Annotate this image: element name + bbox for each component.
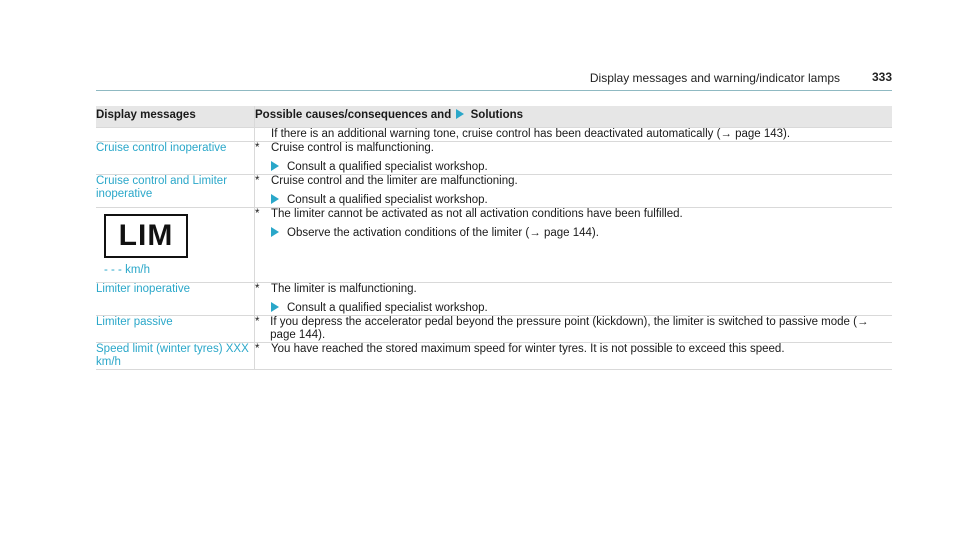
cause-text: Cruise control is malfunctioning. bbox=[271, 142, 434, 154]
table-header-row bbox=[96, 106, 892, 128]
cause-text: If you depress the accelerator pedal beyond the pressure point (kickdown), the limiter is switched to passive mode (→ page 144). bbox=[270, 316, 869, 341]
solution-line bbox=[255, 194, 892, 207]
cause-text: Cruise control and the limiter are malfunctioning. bbox=[271, 175, 518, 187]
limiter-speed-readout: - - - km/h bbox=[104, 264, 150, 276]
lim-indicator-icon bbox=[104, 214, 188, 258]
table-row bbox=[96, 128, 892, 142]
solution-text: Observe the activation conditions of the limiter (→ page 144). bbox=[287, 227, 599, 239]
cause-cell bbox=[255, 316, 893, 343]
message-cell: Cruise control and Limiter inoperative bbox=[96, 175, 255, 208]
table-row bbox=[96, 343, 892, 370]
table-row bbox=[96, 316, 892, 343]
footnote-star: * bbox=[255, 343, 260, 355]
solution-arrow-icon bbox=[271, 227, 279, 237]
footnote-star: * bbox=[255, 208, 260, 220]
column-header-messages: Display messages bbox=[96, 106, 255, 128]
section-title: Display messages and warning/indicator lamps bbox=[589, 71, 840, 85]
footnote-star: * bbox=[255, 316, 260, 328]
page-header bbox=[96, 68, 892, 91]
column-header-solutions-label: Solutions bbox=[470, 109, 524, 121]
table-row bbox=[96, 175, 892, 208]
cause-text: The limiter cannot be activated as not all activation conditions have been fulfilled. bbox=[271, 208, 683, 220]
cause-cell bbox=[255, 343, 893, 370]
footnote-star: * bbox=[255, 175, 260, 187]
message-cell: Limiter passive bbox=[96, 316, 255, 343]
table-row bbox=[96, 142, 892, 175]
cause-cell bbox=[255, 175, 893, 208]
solution-text: Consult a qualified specialist workshop. bbox=[287, 161, 488, 173]
lim-label: LIM bbox=[118, 219, 174, 252]
solution-text: Consult a qualified specialist workshop. bbox=[287, 194, 488, 206]
cause-text: If there is an additional warning tone, cruise control has been deactivated automatically (→ page 143). bbox=[271, 128, 791, 140]
footnote-star: * bbox=[255, 283, 260, 295]
table-row bbox=[96, 208, 892, 283]
message-cell: Speed limit (winter tyres) XXX km/h bbox=[96, 343, 255, 370]
message-cell: Limiter inoperative bbox=[96, 283, 255, 316]
solution-line bbox=[255, 227, 892, 240]
solution-arrow-icon bbox=[271, 161, 279, 171]
cause-cell bbox=[255, 283, 893, 316]
cause-cell bbox=[255, 128, 893, 142]
cause-cell bbox=[255, 142, 893, 175]
solution-arrow-icon bbox=[456, 109, 464, 119]
solution-arrow-icon bbox=[271, 194, 279, 204]
display-messages-table bbox=[96, 106, 892, 370]
message-cell: Cruise control inoperative bbox=[96, 142, 255, 175]
column-header-causes-label: Possible causes/consequences and bbox=[255, 109, 452, 121]
column-header-causes bbox=[255, 106, 893, 128]
table-row bbox=[96, 283, 892, 316]
footnote-star: * bbox=[255, 142, 260, 154]
cause-text: You have reached the stored maximum speed for winter tyres. It is not possible to exceed this speed. bbox=[271, 343, 785, 355]
message-cell bbox=[96, 128, 255, 142]
solution-text: Consult a qualified specialist workshop. bbox=[287, 302, 488, 314]
cause-cell bbox=[255, 208, 893, 283]
page-number: 333 bbox=[871, 70, 892, 84]
message-cell bbox=[96, 208, 255, 283]
solution-line bbox=[255, 161, 892, 174]
solution-line bbox=[255, 302, 892, 315]
solution-arrow-icon bbox=[271, 302, 279, 312]
cause-text: The limiter is malfunctioning. bbox=[271, 283, 417, 295]
